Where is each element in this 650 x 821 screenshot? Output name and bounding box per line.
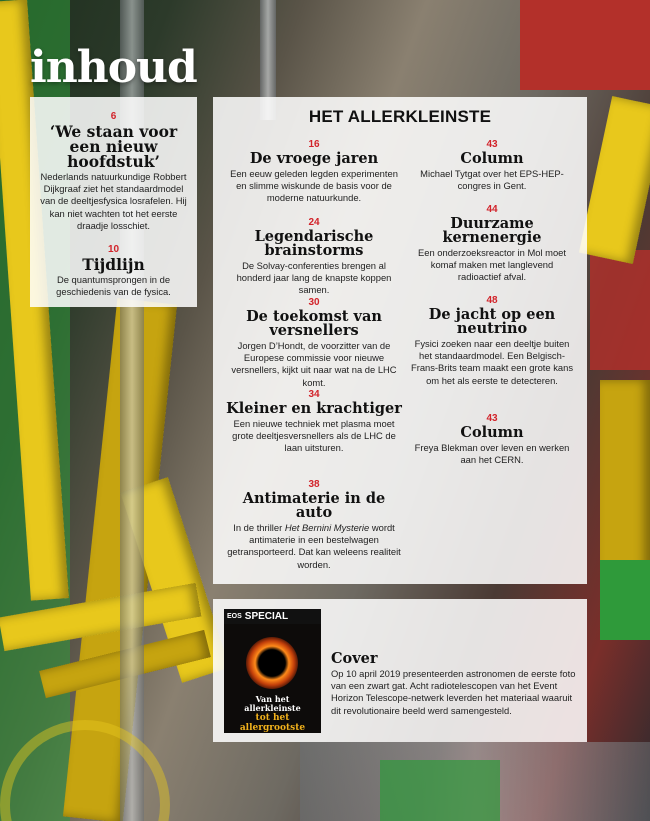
entry-description: Nederlands natuurkundige Robbert Dijkgraaf ziet het standaardmodel van de deeltjesfysica losrafelen. Hij kan niet wachten tot het eerste draadje losschiet. <box>40 171 187 231</box>
entry-description: In de thriller Het Bernini Mysterie wordt antimaterie in een bestelwagen getransporteerd. Dat kan weleens realiteit worden. <box>227 522 401 570</box>
entry-title: De jacht op een neutrino <box>428 306 556 337</box>
entry-description: De quantumsprongen in de geschiedenis van de fysica. <box>56 274 171 298</box>
page-number: 43 <box>486 413 498 424</box>
cover-text <box>331 652 581 717</box>
section-title: HET ALLERKLEINSTE <box>308 107 492 126</box>
toc-entry[interactable] <box>409 295 575 387</box>
page-number: 10 <box>107 244 120 256</box>
entry-description: Jorgen D’Hondt, de voorzitter van de Europese commissie voor nieuwe versnellers, kijkt uit naar wat na de LHC komt. <box>231 340 397 388</box>
page-number: 16 <box>308 139 320 150</box>
cover-thumbnail[interactable] <box>224 609 321 733</box>
book-title: Het Bernini Mysterie <box>284 522 370 533</box>
page-number: 34 <box>308 389 320 400</box>
toc-entry[interactable] <box>225 139 403 205</box>
page-number: 6 <box>110 111 117 122</box>
entry-title: Antimaterie in de auto <box>242 490 386 521</box>
main-panel <box>213 97 587 584</box>
toc-entry[interactable] <box>36 111 191 232</box>
page-number: 38 <box>308 479 320 490</box>
entry-title: ‘We staan voor een nieuw hoofdstuk’ <box>49 122 178 171</box>
entry-title: Column <box>460 424 524 441</box>
black-hole-image <box>246 637 298 689</box>
entry-title: Duurzame kernenergie <box>442 215 542 246</box>
page-number: 30 <box>308 297 320 308</box>
toc-entry[interactable] <box>36 244 191 298</box>
cover-description: Op 10 april 2019 presenteerden astronomen de eerste foto van een zwart gat. Acht radiotelescopen van het Event Horizon Telescope-netwerk leverden het materiaal waaruit dit revolutionaire beeld werd samengesteld. <box>331 668 576 716</box>
toc-entry[interactable] <box>411 413 573 466</box>
entry-description: Michael Tytgat over het EPS-HEP-congres in Gent. <box>420 168 564 192</box>
entry-description: Fysici zoeken naar een deeltje buiten het standaardmodel. Een Belgisch-Frans-Brits team maakt een grote kans om het als eerste te detecteren. <box>410 338 574 386</box>
toc-entry[interactable] <box>225 389 403 455</box>
entry-description: Een onderzoeksreactor in Mol moet komaf maken met langlevend radioactief afval. <box>418 247 566 283</box>
cover-title: Cover <box>331 650 378 667</box>
left-panel <box>30 97 197 307</box>
toc-entry[interactable] <box>411 139 573 192</box>
entry-description: De Solvay-conferenties brengen al honderd jaar lang de knapste koppen samen. <box>236 260 392 296</box>
page-title: inhoud <box>30 42 197 93</box>
eos-logo: EOS <box>227 613 242 620</box>
entry-title: Legendarische brainstorms <box>254 228 374 259</box>
cover-headline: Van het allerkleinste tot het allergrootste <box>239 694 306 733</box>
entry-title: De toekomst van versnellers <box>246 308 382 339</box>
page-number: 44 <box>486 204 498 215</box>
page-number: 48 <box>486 295 498 306</box>
toc-entry[interactable] <box>225 217 403 297</box>
page-number: 24 <box>308 217 320 228</box>
entry-title: Column <box>460 150 524 167</box>
cover-panel <box>213 599 587 742</box>
special-label: SPECIAL <box>244 611 289 622</box>
toc-entry[interactable] <box>223 297 405 389</box>
entry-title: De vroege jaren <box>249 150 379 167</box>
page-number: 43 <box>486 139 498 150</box>
entry-title: Kleiner en krachtiger <box>226 400 402 417</box>
entry-description: Freya Blekman over leven en werken aan het CERN. <box>414 442 570 466</box>
entry-title: Tijdlijn <box>82 255 145 275</box>
toc-entry[interactable] <box>225 479 403 571</box>
entry-description: Een nieuwe techniek met plasma moet grote deeltjesversnellers als de LHC de laan uitsturen. <box>232 418 396 454</box>
entry-description: Een eeuw geleden legden experimenten en slimme wiskunde de basis voor de moderne natuurkunde. <box>230 168 398 204</box>
toc-entry[interactable] <box>411 204 573 284</box>
